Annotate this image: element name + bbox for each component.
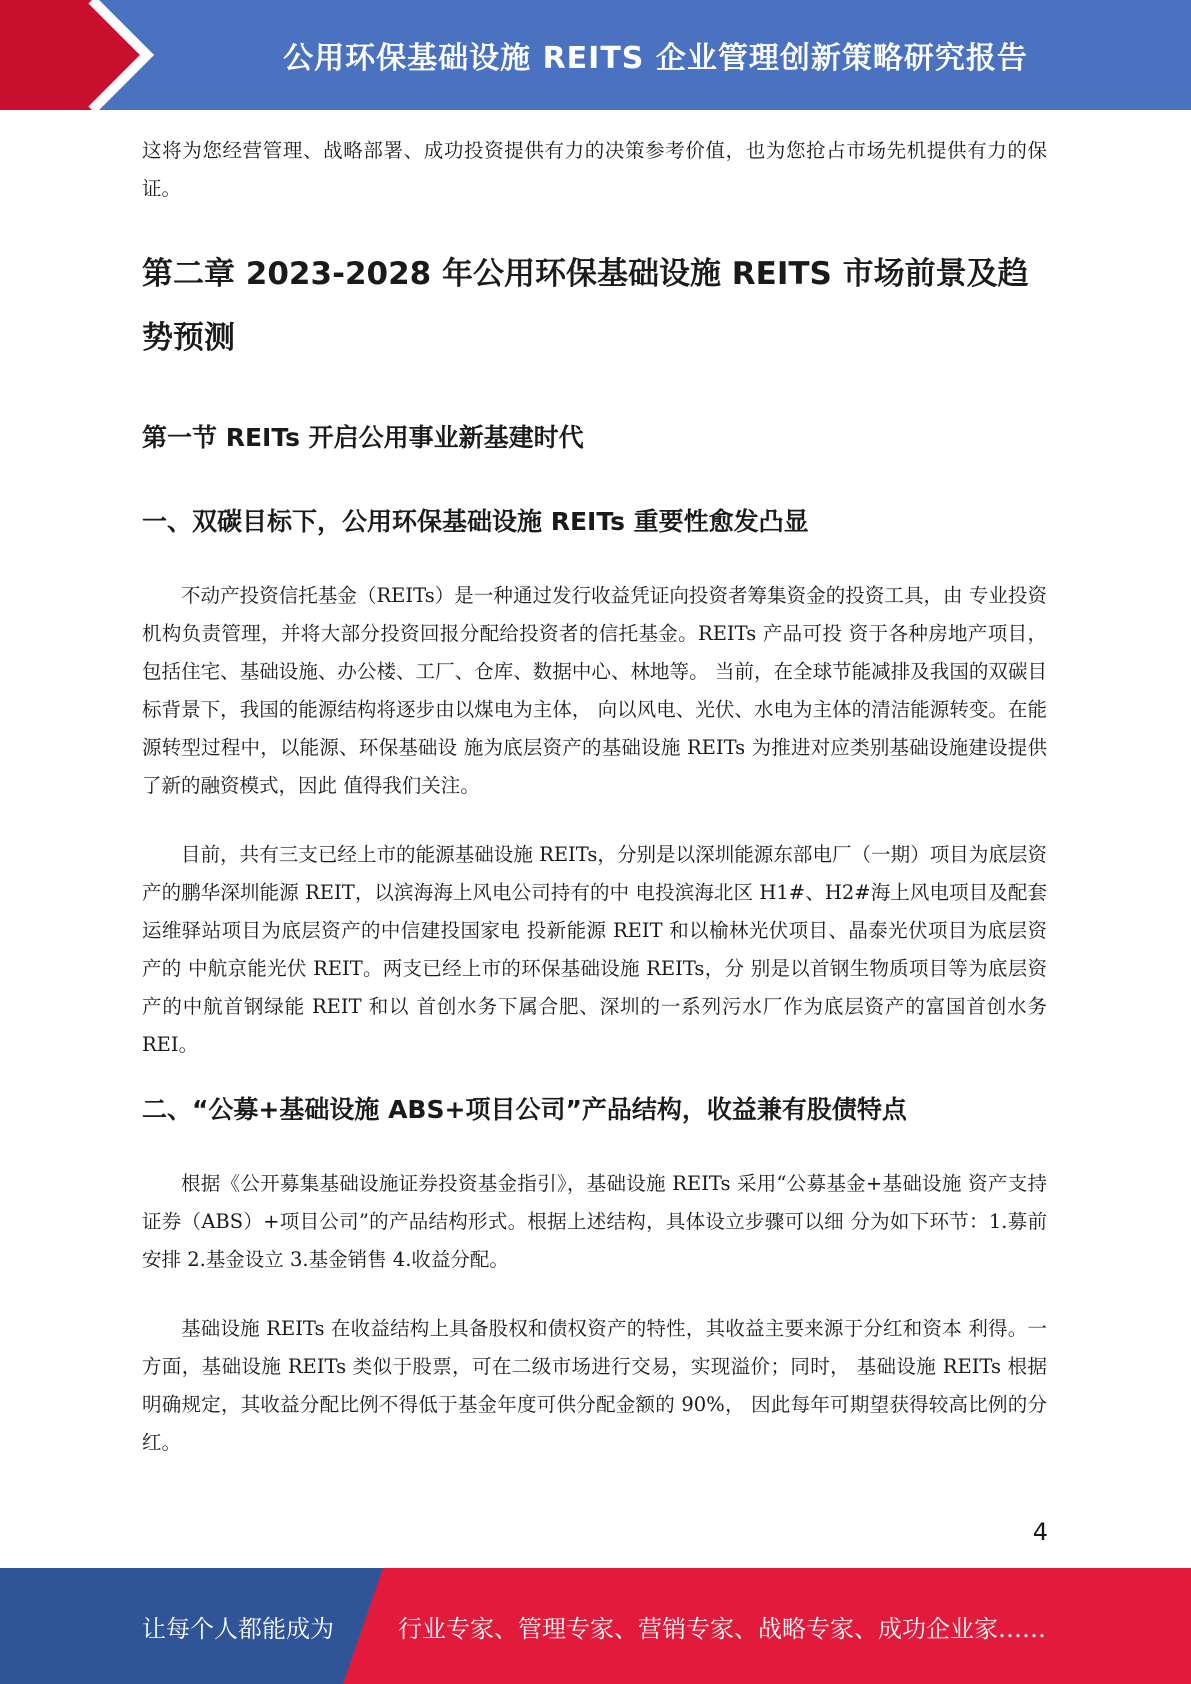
paragraph-reits-definition: 不动产投资信托基金（REITs）是一种通过发行收益凭证向投资者筹集资金的投资工具，由 专业投资机构负责管理，并将大部分投资回报分配给投资者的信托基金。REITs 产品可投 资于各种房地产项目，包括住宅、基础设施、办公楼、工厂、仓库、数据中心、林地等。 当前，在全球节能减排及我国的双碳目标背景下，我国的能源结构将逐步由以煤电为主体， 向以风电、光伏、水电为主体的清洁能源转变。在能源转型过程中，以能源、环保基础设 施为底层资产的基础设施 REITs 为推进对应类别基础设施建设提供了新的融资模式，因此 值得我们关注。 — [142, 584, 1047, 797]
intro-paragraph: 这将为您经营管理、战略部署、成功投资提供有力的决策参考价值，也为您抢占市场先机提供有力的保证。 — [142, 139, 1047, 200]
page-footer — [0, 1568, 1191, 1684]
footer-slogan-right: 行业专家、管理专家、营销专家、战略专家、成功企业家…… — [398, 1614, 1046, 1643]
intro-block — [142, 132, 1047, 208]
paragraph-listed-reits: 目前，共有三支已经上市的能源基础设施 REITs，分别是以深圳能源东部电厂（一期）项目为底层资产的鹏华深圳能源 REIT，以滨海海上风电公司持有的中 电投滨海北区 H1#、H2#海上风电项目及配套运维驿站项目为底层资产的中信建投国家电 投新能源 REIT 和以榆林光伏项目、晶泰光伏项目为底层资产的 中航京能光伏 REIT。两支已经上市的环保基础设施 REITs，分 别是以首钢生物质项目等为底层资产的中航首钢绿能 REIT 和以 首创水务下属合肥、深圳的一系列污水厂作为底层资产的富国首创水务 REI。 — [142, 843, 1047, 1056]
page-header — [0, 0, 1191, 110]
subsection-1-body-2 — [142, 836, 1047, 1064]
subsection-2-body — [142, 1165, 1047, 1279]
footer-slogan-left: 让每个人都能成为 — [142, 1614, 334, 1643]
subsection-1-body — [142, 577, 1047, 805]
subsection-2-body-2 — [142, 1310, 1047, 1462]
report-title: 公用环保基础设施 REITS 企业管理创新策略研究报告 — [283, 41, 1028, 76]
section-heading: 第一节 REITs 开启公用事业新基建时代 — [142, 423, 584, 452]
subsection-heading-1: 一、双碳目标下，公用环保基础设施 REITs 重要性愈发凸显 — [142, 507, 809, 536]
paragraph-product-structure: 根据《公开募集基础设施证券投资基金指引》，基础设施 REITs 采用“公募基金+基础设施 资产支持证券（ABS）+项目公司”的产品结构形式。根据上述结构，具体设立步骤可以细 分为如下环节：1.募前安排 2.基金设立 3.基金销售 4.收益分配。 — [142, 1172, 1047, 1271]
subsection-heading-2: 二、“公募+基础设施 ABS+项目公司”产品结构，收益兼有股债特点 — [142, 1095, 907, 1124]
chapter-heading: 第二章 2023-2028 年公用环保基础设施 REITS 市场前景及趋势预测 — [142, 256, 1029, 356]
paragraph-return-structure: 基础设施 REITs 在收益结构上具备股权和债权资产的特性，其收益主要来源于分红和资本 利得。一方面，基础设施 REITs 类似于股票，可在二级市场进行交易，实现溢价；同时， 基础设施 REITs 根据明确规定，其收益分配比例不得低于基金年度可供分配金额的 90%， 因此每年可期望获得较高比例的分红。 — [142, 1317, 1047, 1454]
page-number: 4 — [1032, 1518, 1048, 1546]
